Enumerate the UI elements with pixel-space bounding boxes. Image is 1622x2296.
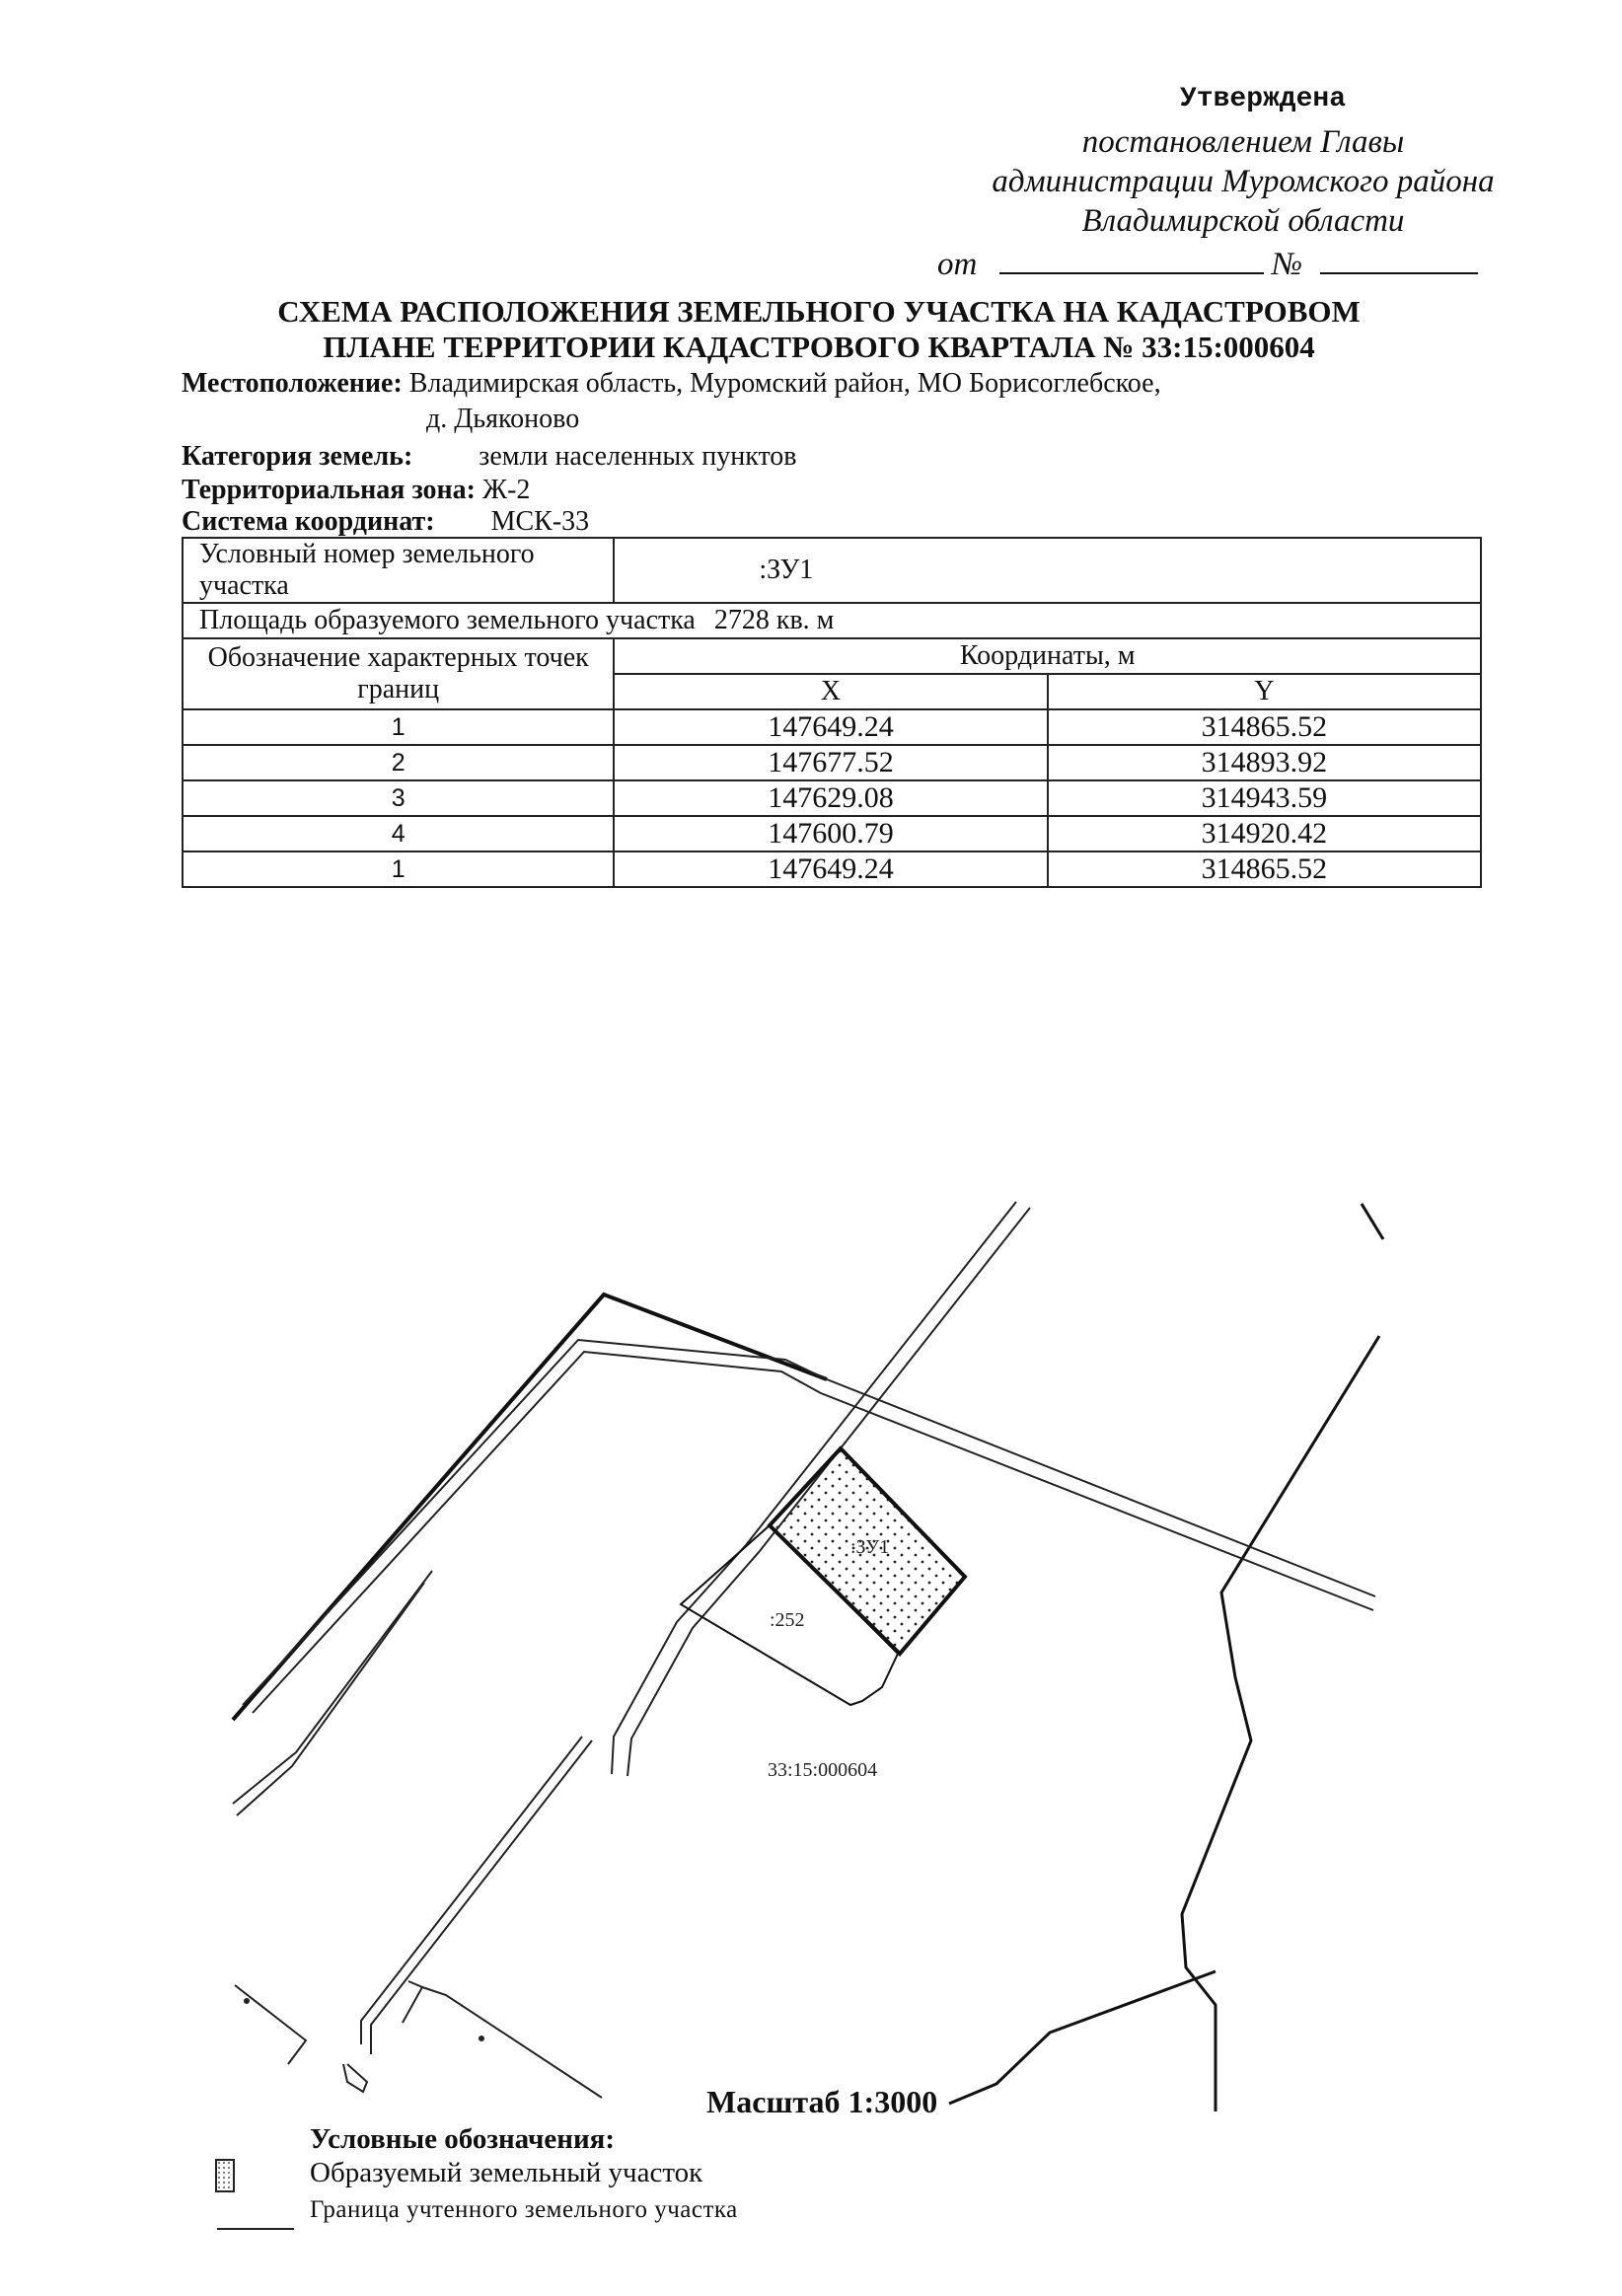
area-cell — [183, 603, 1481, 638]
parcel-number-value: :ЗУ1 — [614, 538, 1481, 603]
x-value: 147649.24 — [614, 709, 1047, 745]
table-row — [183, 745, 1481, 780]
coords-header: Координаты, м — [614, 638, 1481, 674]
y-value: 314865.52 — [1048, 852, 1481, 887]
quarter-boundary-right — [1182, 1336, 1379, 2111]
approval-from-label: от — [937, 247, 978, 282]
coord-system-label: Система координат: — [182, 506, 435, 537]
area-value: 2728 кв. м — [713, 605, 835, 635]
x-value: 147600.79 — [614, 816, 1047, 852]
approval-block — [888, 77, 1598, 284]
quarter-label: 33:15:000604 — [768, 1759, 878, 1781]
x-value: 147629.08 — [614, 780, 1047, 816]
category-line — [182, 440, 797, 474]
y-value: 314920.42 — [1048, 816, 1481, 852]
road-double-bottom — [233, 1571, 592, 2054]
y-value: 314865.52 — [1048, 709, 1481, 745]
parcel-number-label: Условный номер земельного участка — [183, 538, 614, 603]
approval-number-blank — [1320, 245, 1478, 274]
document-title — [178, 294, 1460, 365]
location-value-2: д. Дьяконово — [426, 404, 580, 434]
x-value: 147649.24 — [614, 852, 1047, 887]
category-value: земли населенных пунктов — [479, 441, 797, 472]
coord-system-value: МСК-33 — [490, 506, 590, 537]
location-line — [182, 367, 1161, 401]
cadastral-map — [0, 1164, 1622, 2111]
category-label: Категория земель: — [182, 441, 413, 472]
approval-date-blank — [999, 245, 1264, 274]
approval-line-2: администрации Муромского района — [992, 164, 1495, 199]
table-row — [183, 780, 1481, 816]
scale-label: Масштаб 1:3000 — [706, 2084, 938, 2119]
existing-parcel-label: :252 — [770, 1609, 805, 1631]
area-row — [183, 603, 1481, 638]
zone-value: Ж-2 — [482, 475, 531, 505]
title-line-2: ПЛАНЕ ТЕРРИТОРИИ КАДАСТРОВОГО КВАРТАЛА № 33:15:000604 — [323, 330, 1315, 364]
table-row — [183, 852, 1481, 887]
zone-line — [182, 474, 530, 507]
location-value: Владимирская область, Муромский район, МО Борисоглебское, — [408, 368, 1161, 399]
y-header: Y — [1048, 674, 1481, 709]
point-number: 2 — [183, 745, 614, 780]
area-label: Площадь образуемого земельного участка — [199, 605, 696, 635]
points-header: Обозначение характерных точек границ — [183, 638, 614, 709]
x-header: X — [614, 674, 1047, 709]
approval-line-1: постановлением Главы — [1081, 124, 1405, 160]
header-row — [183, 638, 1481, 674]
legend-item-boundary: Граница учтенного земельного участка — [310, 2196, 738, 2223]
point-number: 1 — [183, 709, 614, 745]
small-parcels — [235, 1981, 602, 2098]
legend-dotted-swatch-icon — [215, 2159, 235, 2192]
y-value: 314943.59 — [1048, 780, 1481, 816]
title-line-1: СХЕМА РАСПОЛОЖЕНИЯ ЗЕМЕЛЬНОГО УЧАСТКА НА КАДАСТРОВОМ — [277, 294, 1361, 329]
coordinates-table — [182, 537, 1482, 888]
coord-system-line — [182, 505, 589, 539]
legend-item-new-parcel: Образуемый земельный участок — [310, 2157, 703, 2188]
parcel-number-row — [183, 538, 1481, 603]
x-value: 147677.52 — [614, 745, 1047, 780]
new-parcel-label: :ЗУ1 — [850, 1536, 890, 1558]
approval-heading: Утверждена — [1179, 84, 1347, 114]
quarter-boundary-left — [233, 1295, 827, 1720]
y-value: 314893.92 — [1048, 745, 1481, 780]
quarter-boundary-bottom-2 — [949, 1971, 1216, 2104]
legend-title: Условные обозначения: — [310, 2123, 616, 2155]
zone-label: Территориальная зона: — [182, 475, 476, 505]
boundary-tick — [1362, 1204, 1383, 1239]
approval-number-label: № — [1271, 247, 1302, 282]
table-row — [183, 709, 1481, 745]
location-label: Местоположение: — [182, 368, 403, 399]
table-row — [183, 816, 1481, 852]
point-number: 1 — [183, 852, 614, 887]
point-number: 3 — [183, 780, 614, 816]
point-number: 4 — [183, 816, 614, 852]
approval-date-line — [888, 245, 1598, 284]
approval-line-3: Владимирской области — [1081, 203, 1405, 239]
legend-boundary-line-icon — [217, 2228, 294, 2230]
